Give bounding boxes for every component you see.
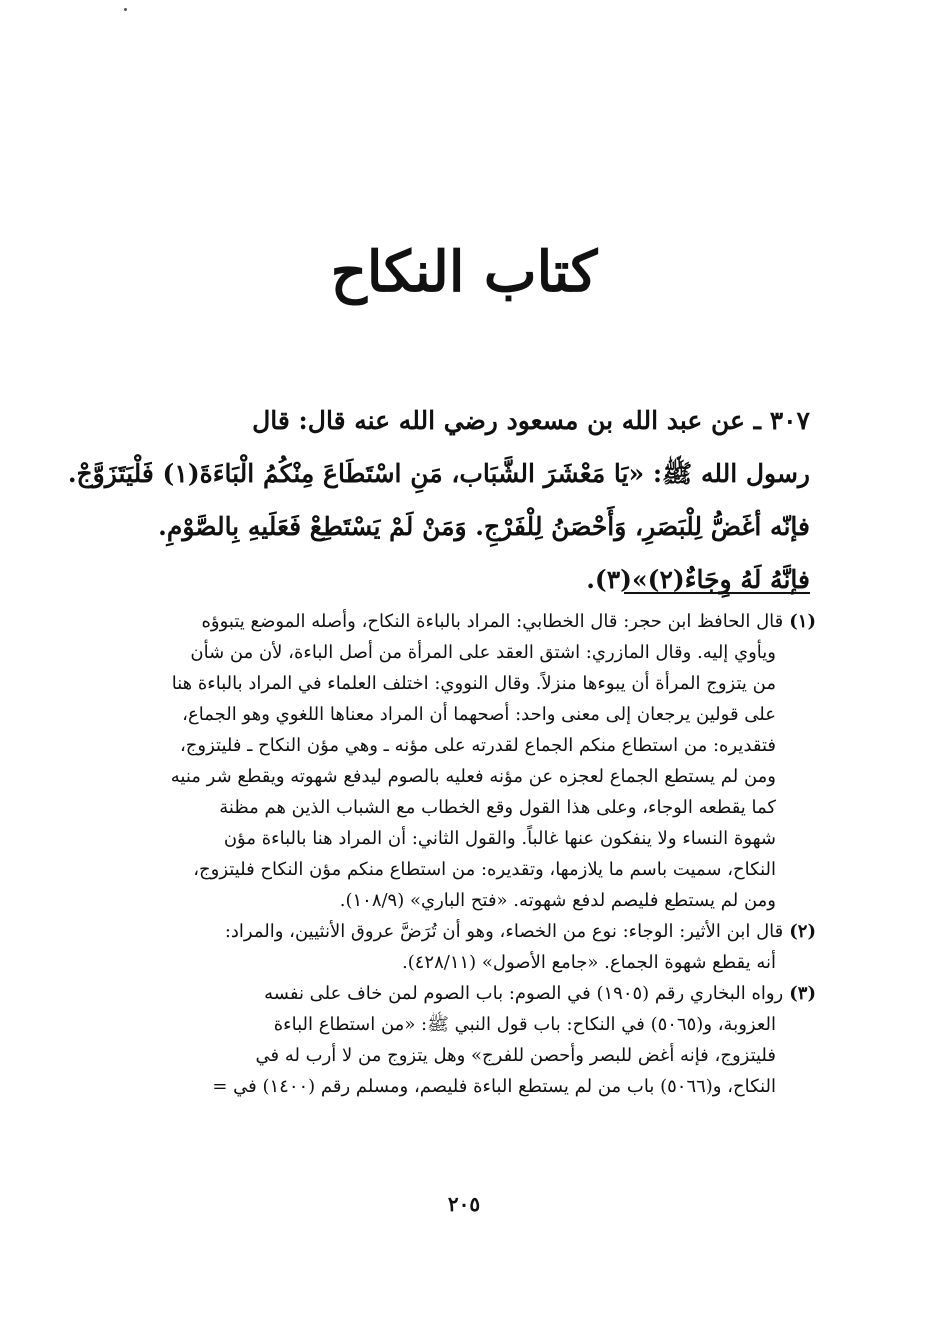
hadith-line: رسول الله ﷺ: «يَا مَعْشَرَ الشَّبَاب، مَنِ اسْتَطَاعَ مِنْكُمُ الْبَاءَةَ(١) فَلْيَتَزَوَّجْ. bbox=[67, 459, 810, 488]
footnote-line: العزوبة، و(٥٠٦٥) في النكاح: باب قول النبي ﷺ: «من استطاع الباءة bbox=[273, 1014, 776, 1035]
footnote-text: قال ابن الأثير: الوجاء: نوع من الخصاء، وهو أن تُرَضَّ عروق الأنثيين، والمراد: bbox=[224, 921, 784, 942]
footnote-line: كما يقطعه الوجاء، وعلى هذا القول وقع الخطاب مع الشباب الذين هم مظنة bbox=[219, 797, 776, 818]
footnote-line: ومن لم يستطع الجماع لعجزه عن مؤنه فعليه بالصوم ليدفع شهوته ويقطع شر منيه bbox=[170, 766, 776, 787]
footnote-separator bbox=[624, 592, 810, 594]
footnote-line: من يتزوج المرأة أن يبوءها منزلاً. وقال النووي: اختلف العلماء في المراد بالباءة هنا bbox=[171, 673, 776, 694]
footnote-line: شهوة النساء ولا ينفكون عنها غالباً. والقول الثاني: أن المراد هنا بالباءة مؤن bbox=[223, 828, 776, 849]
hadith-line: ٣٠٧ ـ عن عبد الله بن مسعود رضي الله عنه قال: قال bbox=[252, 406, 810, 435]
scan-speck bbox=[124, 8, 127, 11]
hadith-line: فإنَّهُ لَهُ وِجَاءٌ(٢)»(٣). bbox=[586, 565, 810, 594]
footnote-line: فليتزوج، فإنه أغض للبصر وأحصن للفرج» وهل يتزوج من لا أرب له في bbox=[255, 1045, 776, 1066]
footnote-number: (٣) bbox=[789, 983, 816, 1004]
footnotes bbox=[116, 606, 816, 1102]
footnote-1 bbox=[116, 606, 816, 916]
footnote-line: ومن لم يستطع فليصم لدفع شهوته. «فتح الباري» (١٠٨/٩). bbox=[339, 890, 776, 911]
footnote-text: قال الحافظ ابن حجر: قال الخطابي: المراد بالباءة النكاح، وأصله الموضع يتبوؤه bbox=[201, 611, 784, 632]
footnote-first-line bbox=[116, 916, 816, 947]
footnote-first-line bbox=[116, 606, 816, 637]
hadith-text bbox=[67, 394, 810, 606]
page-number: ٢٠٥ bbox=[447, 1192, 481, 1216]
footnote-line: أنه يقطع شهوة الجماع. «جامع الأصول» (٤٢٨/١١). bbox=[402, 952, 776, 973]
footnote-3 bbox=[116, 978, 816, 1102]
chapter-title: كتاب النكاح bbox=[330, 239, 598, 305]
footnote-2 bbox=[116, 916, 816, 978]
footnote-number: (١) bbox=[789, 611, 816, 632]
footnote-number: (٢) bbox=[789, 921, 816, 942]
footnote-line: النكاح، و(٥٠٦٦) باب من لم يستطع الباءة فليصم، ومسلم رقم (١٤٠٠) في = bbox=[212, 1076, 776, 1097]
footnote-first-line bbox=[116, 978, 816, 1009]
footnote-line: على قولين يرجعان إلى معنى واحد: أصحهما أن المراد معناها اللغوي وهو الجماع، bbox=[182, 704, 776, 725]
footnote-text: رواه البخاري رقم (١٩٠٥) في الصوم: باب الصوم لمن خاف على نفسه bbox=[264, 983, 784, 1004]
footnote-line: فتقديره: من استطاع منكم الجماع لقدرته على مؤنه ـ وهي مؤن النكاح ـ فليتزوج، bbox=[179, 735, 776, 756]
footnote-line: النكاح، سميت باسم ما يلازمها، وتقديره: من استطاع منكم مؤن النكاح فليتزوج، bbox=[193, 859, 776, 880]
footnote-line: ويأوي إليه. وقال المازري: اشتق العقد على المرأة من أصل الباءة، لأن من شأن bbox=[190, 642, 776, 663]
hadith-line: فإنّه أغَضُّ لِلْبَصَرِ، وَأَحْصَنُ لِلْفَرْجِ. وَمَنْ لَمْ يَسْتَطِعْ فَعَلَيهِ بِالصَّوْمِ. bbox=[158, 512, 810, 541]
